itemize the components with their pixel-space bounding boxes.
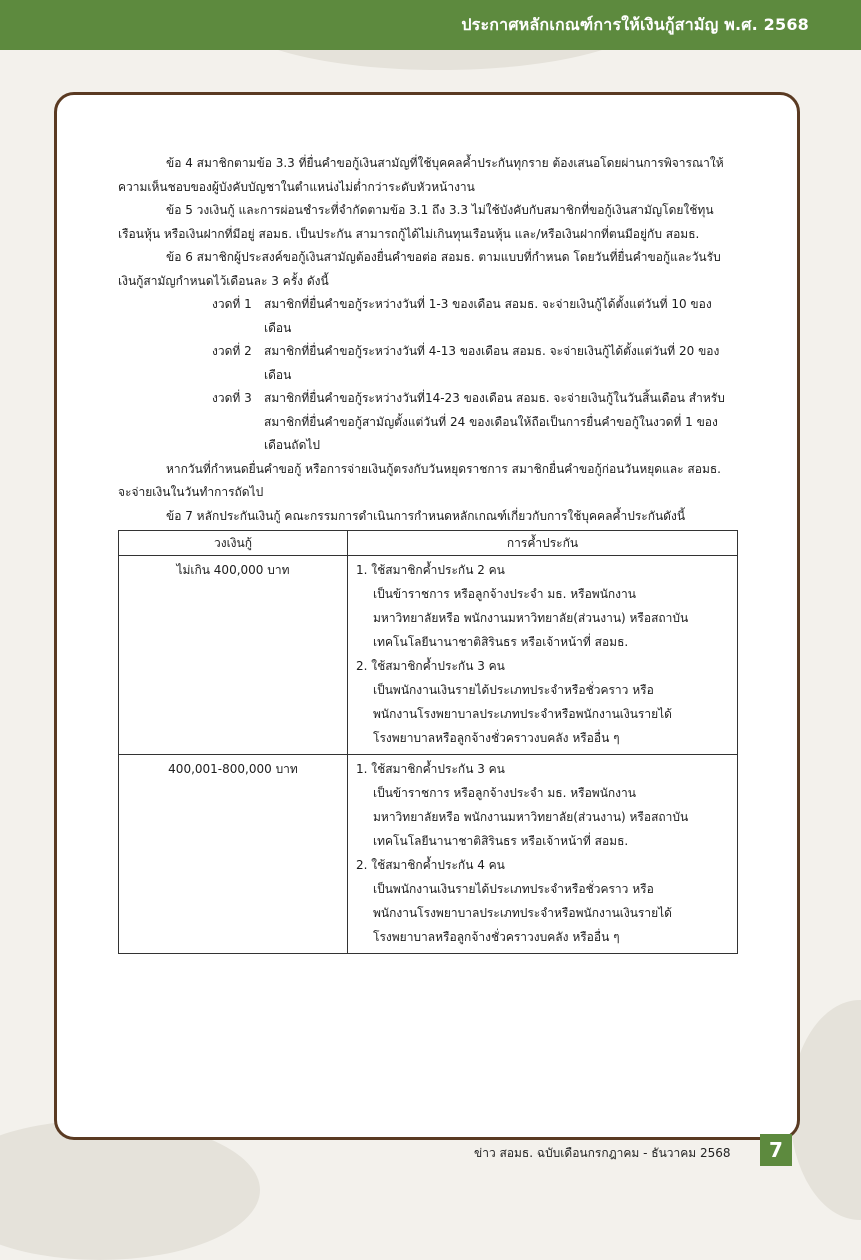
holiday-note: หากวันที่กำหนดยื่นคำขอกู้ หรือการจ่ายเงินกู้ตรงกับวันหยุดราชการ สมาชิกยื่นคำขอกู้ก่อนวันหยุดและ สอมธ. จะจ่ายเงินในวันทำการถัดไป [118,461,721,499]
footer-text: ข่าว สอมธ. ฉบับเดือนกรกฎาคม - ธันวาคม 2568 [474,1146,731,1160]
clause-4: ข้อ 4 สมาชิกตามข้อ 3.3 ที่ยื่นคำขอกู้เงินสามัญที่ใช้บุคคลค้ำประกันทุกราย ต้องเสนอโดยผ่านการพิจารณาให้ความเห็นชอบของผู้บังคับบัญชาในตำแหน่งไม่ต่ำกว่าระดับหัวหน้างาน [118,156,724,194]
guarantee-line: โรงพยาบาลหรือลูกจ้างชั่วคราวงบคลัง หรืออื่น ๆ [373,731,620,745]
installment-label: งวดที่ 2 [212,344,252,358]
guarantee-cell [348,755,738,954]
installment-label: งวดที่ 1 [212,297,252,311]
guarantee-line: มหาวิทยาลัยหรือ พนักงานมหาวิทยาลัย(ส่วนงาน) หรือสถาบัน [373,810,689,824]
installment-item [212,387,736,458]
installment-item [212,293,736,340]
clause-5: ข้อ 5 วงเงินกู้ และการผ่อนชำระที่จำกัดตามข้อ 3.1 ถึง 3.3 ไม่ใช้บังคับกับสมาชิกที่ขอกู้เงินสามัญโดยใช้ทุนเรือนหุ้น หรือเงินฝากที่มีอยู่ สอมธ. เป็นประกัน สามารถกู้ได้ไม่เกินทุนเรือนหุ้น และ/หรือเงินฝากที่ตนมีอยู่กับ สอมธ. [118,203,714,241]
installment-text: สมาชิกที่ยื่นคำขอกู้ระหว่างวันที่14-23 ของเดือน สอมธ. จะจ่ายเงินกู้ในวันสิ้นเดือน สำหรับสมาชิกที่ยื่นคำขอกู้สามัญตั้งแต่วันที่ 24 ของเดือนให้ถือเป็นการยื่นคำขอกู้ในงวดที่ 1 ของเดือนถัดไป [264,391,725,452]
guarantee-details [356,678,731,750]
guarantee-line: เป็นพนักงานเงินรายได้ประเภทประจำหรือชั่วคราว หรือ [373,683,654,697]
guarantee-line: เป็นข้าราชการ หรือลูกจ้างประจำ มธ. หรือพนักงาน [373,786,636,800]
column-header-amount: วงเงินกู้ [119,531,348,556]
background-swoosh [0,1120,260,1260]
guarantee-title: 1. ใช้สมาชิกค้ำประกัน 3 คน [356,762,505,776]
table-header-row [119,531,738,556]
guarantee-line: เป็นพนักงานเงินรายได้ประเภทประจำหรือชั่วคราว หรือ [373,882,654,896]
page-title: ประกาศหลักเกณฑ์การให้เงินกู้สามัญ พ.ศ. 2568 [461,15,809,34]
clause-7: ข้อ 7 หลักประกันเงินกู้ คณะกรรมการดำเนินการกำหนดหลักเกณฑ์เกี่ยวกับการใช้บุคคลค้ำประกันดังนี้ [166,508,686,523]
guarantee-details [356,877,731,949]
guarantee-table [118,530,738,954]
guarantee-line: เทคโนโลยีนานาชาติสิรินธร หรือเจ้าหน้าที่ สอมธ. [373,834,629,848]
guarantee-cell [348,556,738,755]
column-header-guarantee: การค้ำประกัน [348,531,738,556]
background-swoosh [790,1000,861,1220]
guarantee-line: เป็นข้าราชการ หรือลูกจ้างประจำ มธ. หรือพนักงาน [373,587,636,601]
guarantee-line: โรงพยาบาลหรือลูกจ้างชั่วคราวงบคลัง หรืออื่น ๆ [373,930,620,944]
guarantee-line: มหาวิทยาลัยหรือ พนักงานมหาวิทยาลัย(ส่วนงาน) หรือสถาบัน [373,611,689,625]
guarantee-line: พนักงานโรงพยาบาลประเภทประจำหรือพนักงานเงินรายได้ [373,906,672,920]
loan-amount: ไม่เกิน 400,000 บาท [119,556,348,755]
installment-text: สมาชิกที่ยื่นคำขอกู้ระหว่างวันที่ 4-13 ของเดือน สอมธ. จะจ่ายเงินกู้ได้ตั้งแต่วันที่ 20 ของเดือน [264,344,720,382]
header-bar [0,0,861,50]
table-row [119,755,738,954]
clause-6: ข้อ 6 สมาชิกผู้ประสงค์ขอกู้เงินสามัญต้องยื่นคำขอต่อ สอมธ. ตามแบบที่กำหนด โดยวันที่ยื่นคำขอกู้และวันรับเงินกู้สามัญกำหนดไว้เดือนละ 3 ครั้ง ดังนี้ [118,250,721,288]
guarantee-line: พนักงานโรงพยาบาลประเภทประจำหรือพนักงานเงินรายได้ [373,707,672,721]
installment-item [212,340,736,387]
page-number: 7 [760,1134,792,1166]
loan-amount: 400,001-800,000 บาท [119,755,348,954]
guarantee-title: 2. ใช้สมาชิกค้ำประกัน 4 คน [356,858,505,872]
guarantee-details [356,582,731,654]
guarantee-title: 1. ใช้สมาชิกค้ำประกัน 2 คน [356,563,505,577]
installment-text: สมาชิกที่ยื่นคำขอกู้ระหว่างวันที่ 1-3 ของเดือน สอมธ. จะจ่ายเงินกู้ได้ตั้งแต่วันที่ 10 ของเดือน [264,297,712,335]
guarantee-line: เทคโนโลยีนานาชาติสิรินธร หรือเจ้าหน้าที่ สอมธ. [373,635,629,649]
document-body [118,152,736,954]
guarantee-title: 2. ใช้สมาชิกค้ำประกัน 3 คน [356,659,505,673]
installment-list [118,293,736,458]
guarantee-details [356,781,731,853]
table-row [119,556,738,755]
installment-label: งวดที่ 3 [212,391,252,405]
